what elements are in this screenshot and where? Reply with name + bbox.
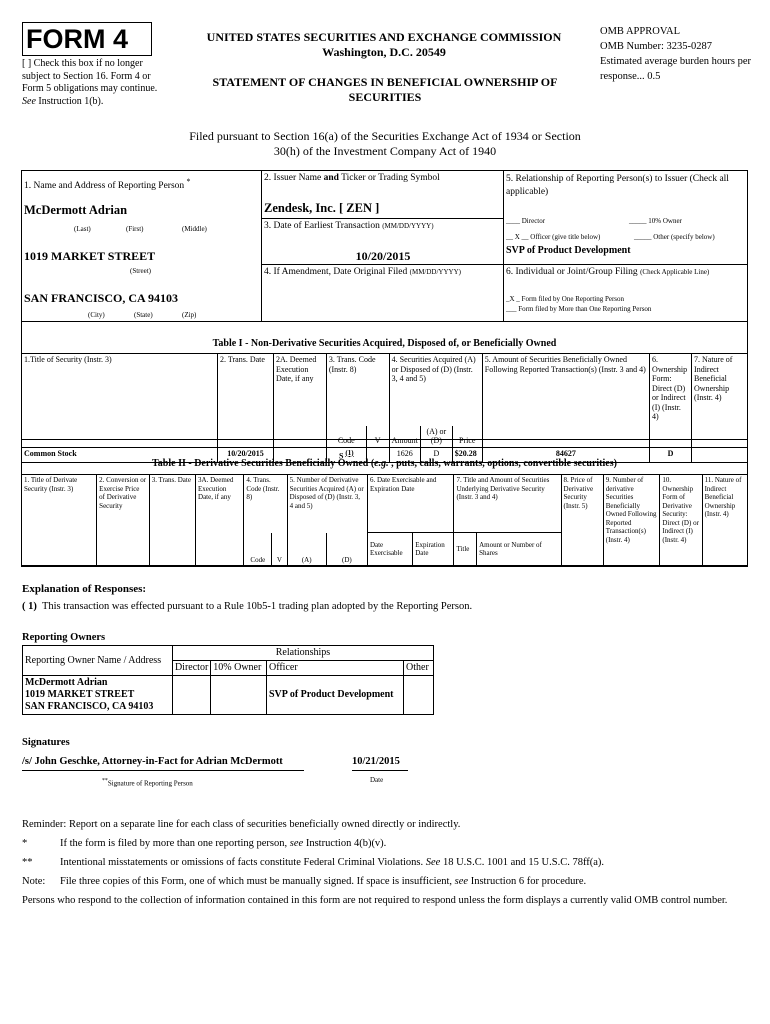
signature-label: **Signature of Reporting Person: [102, 778, 193, 788]
footer: [22, 818, 742, 907]
signature-value: /s/ John Geschke, Attorney-in-Fact for Adrian McDermott: [22, 756, 304, 771]
owners-title: Reporting Owners: [22, 632, 106, 643]
table2: [21, 440, 748, 567]
persons-notice: Persons who respond to the collection of information contained in this form are not required to respond unless the form displays a currently valid OMB control number.: [22, 895, 728, 906]
box5-relationship: 5. Relationship of Reporting Person(s) to Issuer (Check all applicable) ____ Director _____ 10% Owner __ X __ Officer (give title below) _____ Other (specify below) SVP of Product Development: [504, 171, 747, 265]
check-box-note: [ ] Check this box if no longer subject to Section 16. Form 4 or Form 5 obligations may continue. See Instruction 1(b).: [22, 58, 158, 107]
officer-title-value: SVP of Product Development: [506, 245, 631, 256]
note-star1: * If the form is filed by more than one reporting person, see Instruction 4(b)(v).: [22, 838, 387, 849]
statement-title: STATEMENT OF CHANGES IN BENEFICIAL OWNERSHIP OF SECURITIES: [212, 75, 558, 104]
city-value: SAN FRANCISCO, CA 94103: [24, 291, 179, 305]
date-label: Date: [370, 776, 384, 784]
owners-table: Reporting Owner Name / Address Relationships Director 10% Owner Officer Other McDermott Adrian 1019 MARKET STREET SAN FRANCISCO, CA 94103 SVP of Product Development: [22, 645, 434, 715]
agency-line2: Washington, D.C. 20549: [322, 45, 446, 59]
earliest-date-value: 10/20/2015: [355, 249, 411, 263]
issuer-value: Zendesk, Inc. [ ZEN ]: [264, 201, 380, 215]
agency-line1: UNITED STATES SECURITIES AND EXCHANGE COMMISSION: [206, 30, 562, 44]
table1-row: Common Stock 10/20/2015 S $^{(1)}$ 1626 D $20.28 84627 D: [22, 447, 748, 462]
box2-issuer: 2. Issuer Name and Ticker or Trading Symbol Zendesk, Inc. [ ZEN ]: [262, 171, 504, 219]
footnote-1: ( 1) This transaction was effected pursuant to a Rule 10b5-1 trading plan adopted by the Reporting Person.: [22, 601, 473, 612]
owner-row: McDermott Adrian 1019 MARKET STREET SAN FRANCISCO, CA 94103 SVP of Product Development: [23, 676, 434, 715]
box3-earliest-date: 3. Date of Earliest Transaction (MM/DD/YYYY) 10/20/2015: [262, 219, 504, 265]
table2-grid: 1. Title of Derivate Security (Instr. 3) 2. Conversion or Exercise Price of Derivative Security 3. Trans. Date 3A. Deemed Execution Date, if any 4. Trans. Code (Instr. 8) 5. Number of Derivative Securities Acquired (A) or Disposed of (D) (Instr. 3, 4 and 5) 6. Date Exercisable and Expiration Date 7. Title and Amount of Securities Underlying Derivative Security (Instr. 3 and 4) 8. Price of Derivative Security (Instr. 5) 9. Number of derivative Securities Beneficially Owned Following Reported Transaction(s) (Instr. 4) 10. Ownership Form of Derivative Security: Direct (D) or Indirect (I) (Instr. 4) 11. Nature of Indirect Beneficial Ownership (Instr. 4) Code V (A) (D) Date Exercisable Expiration Date Title Amount or Number of Shares: [21, 474, 748, 566]
signatures-title: Signatures: [22, 737, 70, 748]
box6-filing: 6. Individual or Joint/Group Filing (Check Applicable Line) _X _ Form filed by One Reporting Person ___ Form filed by More than One Reporting Person: [506, 267, 710, 313]
box1-name-address: 1. Name and Address of Reporting Person * McDermott Adrian (Last) (First) (Middle) 1019 MARKET STREET (Street) SAN FRANCISCO, CA 94103 (City) (State) (Zip): [22, 171, 262, 321]
signature-date: 10/21/2015: [352, 756, 408, 771]
form-title-box: [22, 22, 152, 56]
box4-amendment: 4. If Amendment, Date Original Filed (MM/DD/YYYY): [262, 265, 504, 321]
note-star2: ** Intentional misstatements or omissions of facts constitute Federal Criminal Violations. See 18 U.S.C. 1001 and 15 U.S.C. 78ff(a).: [22, 857, 605, 868]
note-file: Note: File three copies of this Form, one of which must be manually signed. If space is insufficient, see Instruction 6 for procedure.: [22, 876, 587, 887]
table2-title: Table II - Derivative Securities Beneficially Owned (e.g. , puts, calls, warrants, options, convertible securities): [152, 458, 617, 469]
table1-grid: 1.Title of Security (Instr. 3) 2. Trans. Date 2A. Deemed Execution Date, if any 3. Trans. Code (Instr. 8) 4. Securities Acquired (A) or Disposed of (D) (Instr. 3, 4 and 5) 5. Amount of Securities Beneficially Owned Following Reported Transaction(s) (Instr. 3 and 4) 6. Ownership Form: Direct (D) or Indirect (I) (Instr. 4) 7. Nature of Indirect Beneficial Ownership (Instr. 4) Code V Amount (A) or (D) Price Common Stock 10/20/2015 S $^{(1)}$ 1626 D $20.28 84627 D: [21, 353, 748, 463]
omb-number: OMB Number: 3235-0287: [600, 41, 712, 52]
omb-burden: Estimated average burden hours per response... 0.5: [600, 56, 752, 82]
table1-title: Table I - Non-Derivative Securities Acquired, Disposed of, or Beneficially Owned: [212, 338, 557, 349]
table1: [21, 322, 748, 461]
street-value: 1019 MARKET STREET: [24, 249, 156, 263]
explanation-title: Explanation of Responses:: [22, 583, 147, 595]
omb-approval: [600, 24, 755, 84]
top-boxes: [21, 170, 748, 322]
form-title: FORM 4: [26, 24, 129, 54]
omb-title: OMB APPROVAL: [600, 26, 681, 37]
reminder: Reminder: Report on a separate line for each class of securities beneficially owned directly or indirectly.: [22, 819, 461, 830]
reporting-person-name: McDermott Adrian: [24, 203, 128, 217]
filed-pursuant: Filed pursuant to Section 16(a) of the Securities Exchange Act of 1934 or Section 30(h) of the Investment Company Act of 1940: [189, 129, 581, 158]
